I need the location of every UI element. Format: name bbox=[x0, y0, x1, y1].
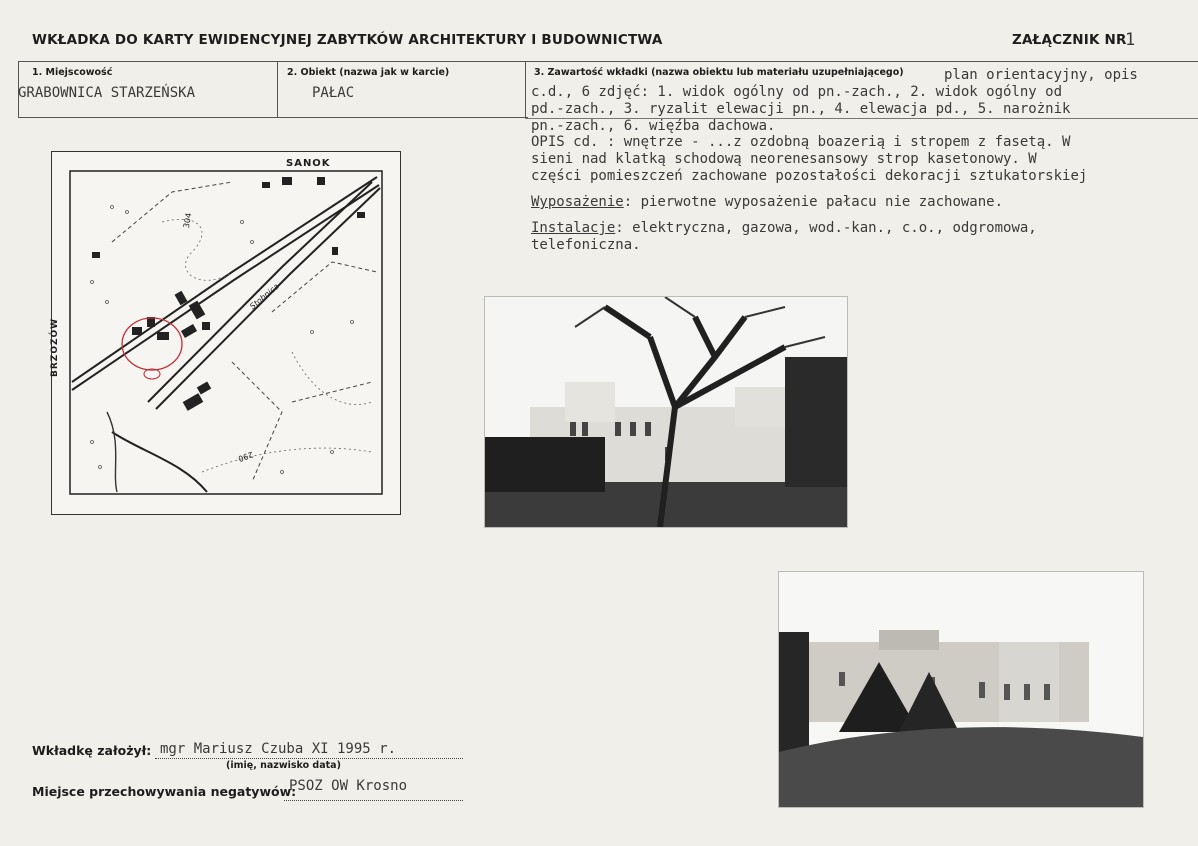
created-by-label: Wkładkę założył: bbox=[32, 743, 152, 758]
contents-line-7: części pomieszczeń zachowane pozostałości dekoracji sztukatorskiej bbox=[531, 168, 1088, 184]
storage-line bbox=[284, 800, 463, 801]
map-drawing bbox=[52, 152, 400, 514]
map-label-brzozow: BRZOZÓW bbox=[50, 317, 60, 377]
header-rule bbox=[18, 61, 1198, 62]
field-divider-2 bbox=[525, 61, 526, 118]
installations-label: Instalacje bbox=[531, 220, 616, 236]
attachment-label: ZAŁĄCZNIK NR bbox=[1012, 32, 1127, 48]
object-value: PAŁAC bbox=[312, 85, 355, 101]
storage-value: PSOZ OW Krosno bbox=[289, 778, 408, 794]
fields-bottom-rule bbox=[18, 117, 528, 118]
object-label: 2. Obiekt (nazwa jak w karcie) bbox=[287, 67, 450, 78]
contents-line-6: sieni nad klatką schodową neorenesansowy strop kasetonowy. W bbox=[531, 151, 1037, 167]
form-title: WKŁADKA DO KARTY EWIDENCYJNEJ ZABYTKÓW ARCHITEKTURY I BUDOWNICTWA bbox=[32, 32, 663, 48]
map-label-304: 304 bbox=[181, 212, 194, 229]
orientation-map bbox=[51, 151, 401, 515]
created-by-value: mgr Mariusz Czuba XI 1995 r. bbox=[160, 741, 397, 757]
installations-line-2: telefoniczna. bbox=[531, 237, 641, 253]
locality-value: GRABOWNICA STARZEŃSKA bbox=[18, 85, 196, 101]
photo-palace-southwest bbox=[778, 571, 1144, 808]
contents-line-5: OPIS cd. : wnętrze - ...z ozdobną boazerią i stropem z fasetą. W bbox=[531, 134, 1071, 150]
equipment-text: : pierwotne wyposażenie pałacu nie zachowane. bbox=[623, 194, 1004, 210]
contents-label: 3. Zawartość wkładki (nazwa obiektu lub materiału uzupełniającego) bbox=[534, 67, 904, 78]
photo-2-image bbox=[779, 572, 1143, 807]
contents-line-4: pn.-zach., 6. więźba dachowa. bbox=[531, 118, 776, 134]
map-label-road: Stobnica bbox=[248, 281, 281, 312]
contents-line-1: plan orientacyjny, opis bbox=[944, 67, 1138, 83]
installations-line bbox=[531, 220, 1037, 236]
storage-label: Miejsce przechowywania negatywów: bbox=[32, 784, 297, 799]
locality-label: 1. Miejscowość bbox=[32, 67, 113, 78]
installations-text: : elektryczna, gazowa, wod.-kan., c.o., odgromowa, bbox=[615, 220, 1037, 236]
equipment-line bbox=[531, 194, 1003, 210]
photo-palace-northwest bbox=[484, 296, 848, 528]
created-by-hint: (imię, nazwisko data) bbox=[226, 760, 341, 771]
contents-line-3: pd.-zach., 3. ryzalit elewacji pn., 4. elewacja pd., 5. narożnik bbox=[531, 101, 1071, 117]
map-label-sanok: SANOK bbox=[286, 158, 331, 169]
map-label-290: 290 bbox=[236, 449, 255, 464]
contents-line-2: c.d., 6 zdjęć: 1. widok ogólny od pn.-zach., 2. widok ogólny od bbox=[531, 84, 1063, 100]
attachment-number: 1 bbox=[1125, 30, 1136, 50]
equipment-label: Wyposażenie bbox=[531, 194, 624, 210]
field-divider-1 bbox=[277, 61, 278, 118]
photo-1-image bbox=[485, 297, 847, 527]
created-by-line bbox=[155, 758, 463, 759]
